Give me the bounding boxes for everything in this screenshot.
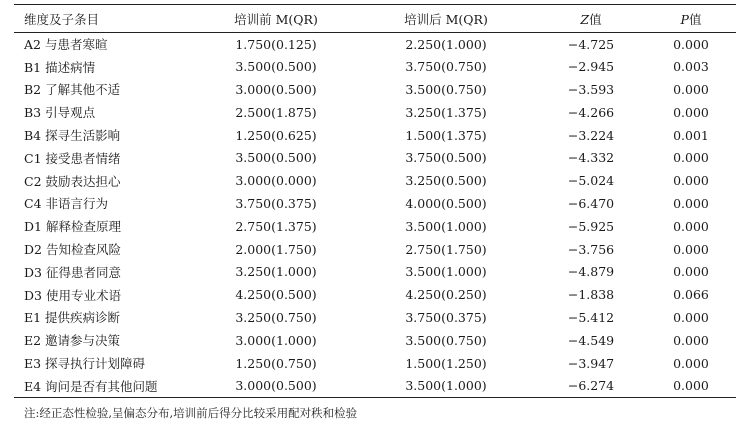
table-row: [14, 260, 736, 283]
cell-before: 4.250(0.500): [235, 287, 317, 303]
cell-p: 0.000: [673, 241, 709, 257]
header-z: [536, 5, 646, 33]
table-header: [14, 5, 736, 33]
cell-after: 3.500(0.750): [405, 81, 487, 97]
cell-z: −3.224: [567, 127, 615, 143]
cell-after: 2.250(1.000): [405, 36, 487, 52]
header-z-letter: Z: [580, 11, 590, 27]
cell-before: 3.250(0.750): [235, 309, 317, 325]
cell-z: −3.593: [567, 81, 615, 97]
cell-z: −4.266: [567, 104, 615, 120]
cell-z: −6.470: [567, 195, 615, 211]
header-p-letter: P: [680, 11, 689, 27]
cell-before: 3.000(1.000): [235, 332, 317, 348]
cell-item: C2 鼓励表达担心: [24, 173, 121, 189]
table-row: [14, 33, 736, 56]
cell-before: 3.250(1.000): [235, 264, 317, 280]
header-after: 培训后 M(QR): [356, 5, 536, 33]
cell-p: 0.001: [673, 127, 709, 143]
cell-z: −4.332: [567, 150, 615, 166]
header-row: [14, 5, 736, 33]
cell-item: B2 了解其他不适: [24, 82, 121, 98]
cell-after: 4.250(0.250): [405, 287, 487, 303]
cell-item: C4 非语言行为: [24, 196, 108, 212]
cell-z: −5.412: [567, 309, 615, 325]
cell-item: A2 与患者寒暄: [24, 37, 108, 53]
cell-after: 3.750(0.750): [405, 59, 487, 75]
cell-z: −5.925: [567, 218, 615, 234]
table-row: [14, 215, 736, 238]
cell-after: 3.750(0.375): [405, 309, 487, 325]
table-row: [14, 192, 736, 215]
table-row: [14, 352, 736, 375]
table-row: [14, 306, 736, 329]
cell-after: 3.500(0.750): [405, 332, 487, 348]
header-dimension: 维度及子条目: [14, 5, 196, 33]
cell-p: 0.000: [673, 309, 709, 325]
cell-before: 2.500(1.875): [235, 104, 317, 120]
results-table: [14, 4, 736, 398]
cell-item: E3 探寻执行计划障碍: [24, 356, 146, 372]
cell-after: 3.750(0.500): [405, 150, 487, 166]
cell-after: 3.250(0.500): [405, 173, 487, 189]
cell-item: C1 接受患者情绪: [24, 150, 121, 166]
cell-p: 0.000: [673, 218, 709, 234]
cell-after: 2.750(1.750): [405, 241, 487, 257]
cell-item: D2 告知检查风险: [24, 242, 121, 258]
cell-before: 1.750(0.125): [235, 36, 317, 52]
cell-p: 0.000: [673, 195, 709, 211]
cell-before: 3.000(0.500): [196, 374, 356, 397]
cell-item: B4 探寻生活影响: [24, 128, 121, 144]
table-row: [14, 238, 736, 261]
header-p: [646, 5, 736, 33]
cell-p: 0.000: [673, 173, 709, 189]
table-row: [14, 169, 736, 192]
cell-p: 0.000: [646, 374, 736, 397]
cell-before: 2.000(1.750): [235, 241, 317, 257]
cell-after: 3.500(1.000): [405, 264, 487, 280]
cell-item: E1 提供疾病诊断: [24, 310, 121, 326]
table-footnote: 注:经正态性检验,呈偏态分布,培训前后得分比较采用配对秩和检验: [24, 406, 358, 420]
cell-before: 3.750(0.375): [235, 195, 317, 211]
table-row: [14, 146, 736, 169]
cell-p: 0.066: [673, 287, 709, 303]
cell-z: −3.947: [567, 355, 615, 371]
cell-item: D3 征得患者同意: [24, 264, 121, 280]
table-row: [14, 124, 736, 147]
table-row: [14, 329, 736, 352]
table-row: [14, 374, 736, 397]
cell-after: 3.500(1.000): [405, 218, 487, 234]
cell-after: 1.500(1.375): [405, 127, 487, 143]
cell-z: −3.756: [567, 241, 615, 257]
table-row: [14, 283, 736, 306]
table-body: [14, 33, 736, 398]
header-p-suffix: 值: [688, 11, 702, 27]
cell-item: D1 解释检查原理: [24, 219, 121, 235]
cell-p: 0.000: [673, 264, 709, 280]
header-z-suffix: 值: [589, 11, 602, 27]
cell-z: −6.274: [536, 374, 646, 397]
cell-p: 0.000: [673, 332, 709, 348]
header-before: 培训前 M(QR): [196, 5, 356, 33]
table-row: [14, 55, 736, 78]
cell-before: 3.000(0.500): [235, 81, 317, 97]
cell-before: 3.500(0.500): [235, 150, 317, 166]
cell-item: E4 询问是否有其他问题: [14, 374, 196, 397]
cell-after: 3.250(1.375): [405, 104, 487, 120]
cell-item: D3 使用专业术语: [24, 287, 121, 303]
cell-before: 3.000(0.000): [235, 173, 317, 189]
cell-p: 0.000: [673, 150, 709, 166]
cell-z: −4.879: [567, 264, 615, 280]
cell-after: 4.000(0.500): [405, 195, 487, 211]
table-row: [14, 101, 736, 124]
cell-before: 1.250(0.625): [235, 127, 317, 143]
cell-p: 0.000: [673, 355, 709, 371]
cell-item: E2 邀请参与决策: [24, 333, 121, 349]
cell-z: −4.549: [567, 332, 615, 348]
cell-z: −5.024: [567, 173, 615, 189]
cell-item: B1 描述病情: [24, 59, 96, 75]
cell-p: 0.000: [673, 81, 709, 97]
cell-before: 3.500(0.500): [235, 59, 317, 75]
cell-after: 3.500(1.000): [356, 374, 536, 397]
cell-item: B3 引导观点: [24, 105, 96, 121]
cell-after: 1.500(1.250): [405, 355, 487, 371]
table-row: [14, 78, 736, 101]
cell-before: 1.250(0.750): [235, 355, 317, 371]
cell-p: 0.000: [673, 104, 709, 120]
cell-before: 2.750(1.375): [235, 218, 317, 234]
cell-p: 0.003: [673, 59, 709, 75]
cell-p: 0.000: [673, 36, 709, 52]
cell-z: −1.838: [567, 287, 615, 303]
cell-z: −2.945: [567, 59, 615, 75]
cell-z: −4.725: [567, 36, 615, 52]
